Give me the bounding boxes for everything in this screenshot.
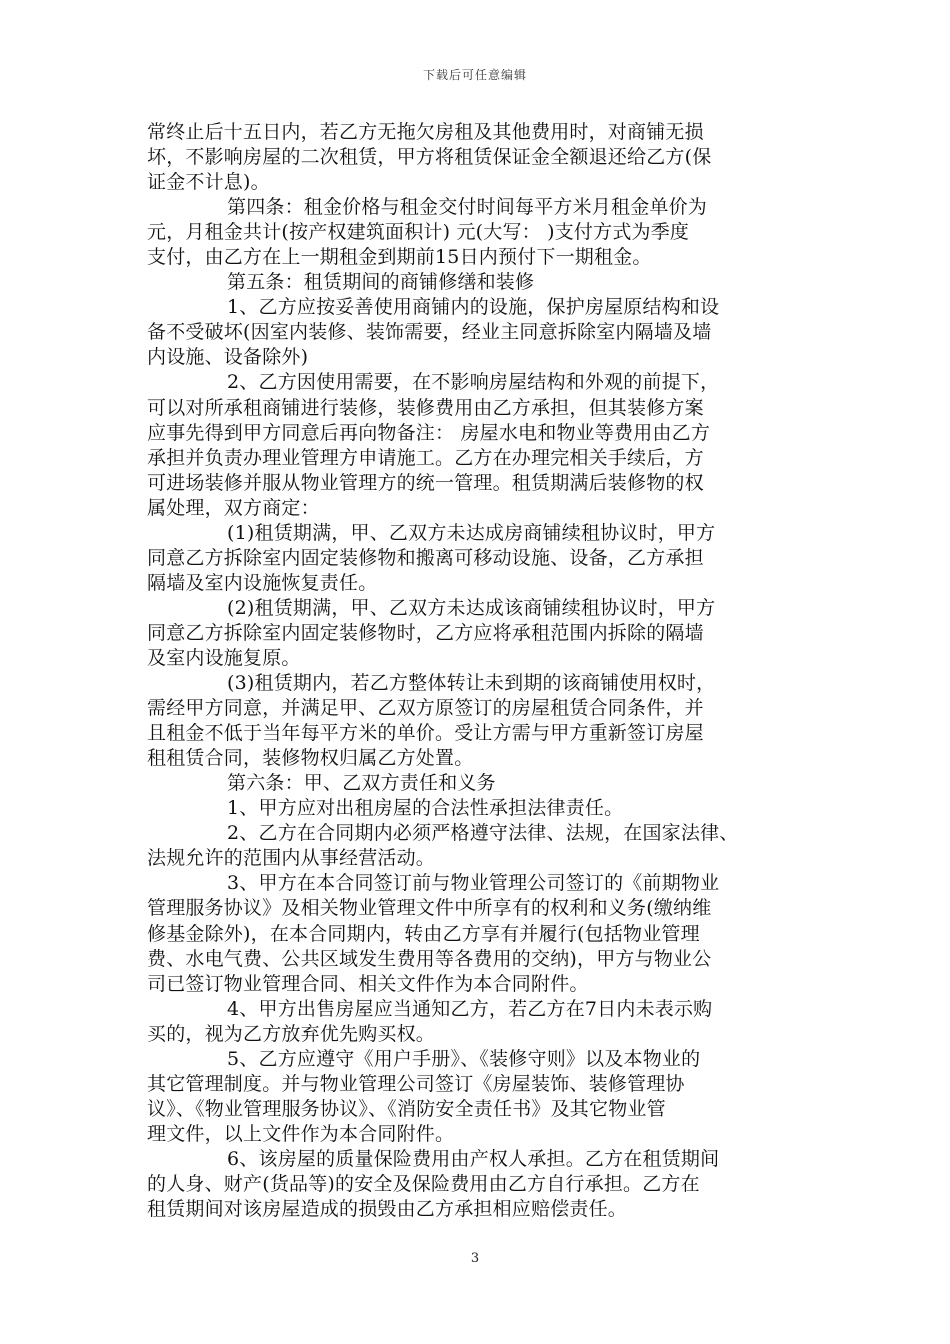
page-number: 3 [470,1251,480,1266]
text-line: 及室内设施复原。 [147,646,301,669]
text-line: 5、乙方应遵守《用户手册》、《装修守则》以及本物业的 [227,1047,701,1070]
text-line: 常终止后十五日内，若乙方无拖欠房租及其他费用时，对商铺无损 [147,121,704,143]
text-line: 元，月租金共计(按产权建筑面积计) 元(大写： )支付方式为季度 [147,221,690,244]
text-line: 管理服务协议》及相关物业管理文件中所享有的权利和义务(缴纳维 [147,897,712,920]
text-line: 理文件，以上文件作为本合同附件。 [147,1122,455,1145]
text-line: (3)租赁期内，若乙方整体转让未到期的该商铺使用权时， [227,672,716,695]
text-line: 费、水电气费、公共区域发生费用等各费用的交纳)，甲方与物业公 [147,947,712,970]
text-line: 可进场装修并服从物业管理方的统一管理。租赁期满后装修物的权 [147,471,704,494]
text-line: (1)租赁期满，甲、乙双方未达成房商铺续租协议时，甲方 [227,521,716,544]
text-line: 买的，视为乙方放弃优先购买权。 [147,1022,436,1045]
text-line: 议》、《物业管理服务协议》、《消防安全责任书》及其它物业管 [147,1097,666,1120]
text-line: 可以对所承租商铺进行装修，装修费用由乙方承担，但其装修方案 [147,396,704,419]
text-line: 隔墙及室内设施恢复责任。 [147,571,378,594]
text-line: 法规允许的范围内从事经营活动。 [147,847,436,870]
text-line: 第六条：甲、乙双方责任和义务 [227,772,496,795]
text-line: 修基金除外)，在本合同期内，转由乙方享有并履行(包括物业管理 [147,922,700,945]
text-line: 第四条：租金价格与租金交付时间每平方米月租金单价为 [227,196,708,219]
text-line: 3、甲方在本合同签订前与物业管理公司签订的《前期物业 [227,872,720,895]
text-line: 且租金不低于当年每平方米的单价。受让方需与甲方重新签订房屋 [147,722,704,745]
text-line: 2、乙方因使用需要，在不影响房屋结构和外观的前提下， [227,371,720,394]
document-body [147,120,812,1222]
text-line: 内设施、设备除外) [147,346,309,369]
text-line: 需经甲方同意，并满足甲、乙双方原签订的房屋租赁合同条件，并 [147,697,704,720]
text-line: 支付，由乙方在上一期租金到期前15日内预付下一期租金。 [147,246,652,269]
text-line: 1、乙方应按妥善使用商铺内的设施，保护房屋原结构和设 [227,296,720,319]
text-line: 同意乙方拆除室内固定装修物时，乙方应将承租范围内拆除的隔墙 [147,621,704,644]
text-line: 证金不计息)。 [147,171,270,194]
text-line: 第五条：租赁期间的商铺修缮和装修 [227,271,535,294]
text-line: 租租赁合同，装修物权归属乙方处置。 [147,747,474,770]
text-line: 司已签订物业管理合同、相关文件作为本合同附件。 [147,972,589,995]
text-line: 坏，不影响房屋的二次租赁，甲方将租赁保证金全额退还给乙方(保 [147,146,712,169]
text-line: 备不受破坏(因室内装修、装饰需要，经业主同意拆除室内隔墙及墙 [147,321,712,344]
text-line: 租赁期间对该房屋造成的损毁由乙方承担相应赔偿责任。 [147,1198,628,1221]
text-line: 应事先得到甲方同意后再向物备注： 房屋水电和物业等费用由乙方 [147,421,711,444]
text-line: 其它管理制度。并与物业管理公司签订《房屋装饰、装修管理协 [147,1072,685,1095]
text-line: 4、甲方出售房屋应当通知乙方，若乙方在7日内未表示购 [227,997,713,1020]
text-line: 同意乙方拆除室内固定装修物和搬离可移动设施、设备，乙方承担 [147,546,704,569]
text-line: 1、甲方应对出租房屋的合法性承担法律责任。 [227,797,624,820]
text-line: 6、该房屋的质量保险费用由产权人承担。乙方在租赁期间 [227,1147,720,1170]
page-header: 下载后可任意编辑 [422,68,527,82]
text-line: 承担并负责办理业管理方申请施工。乙方在办理完相关手续后，方 [147,446,704,469]
text-line: 2、乙方在合同期内必须严格遵守法律、法规，在国家法律、 [227,822,739,845]
text-line: (2)租赁期满，甲、乙双方未达成该商铺续租协议时，甲方 [227,596,716,619]
text-line: 的人身、财产(货品等)的安全及保险费用由乙方自行承担。乙方在 [147,1172,700,1195]
text-line: 属处理，双方商定： [147,496,320,519]
